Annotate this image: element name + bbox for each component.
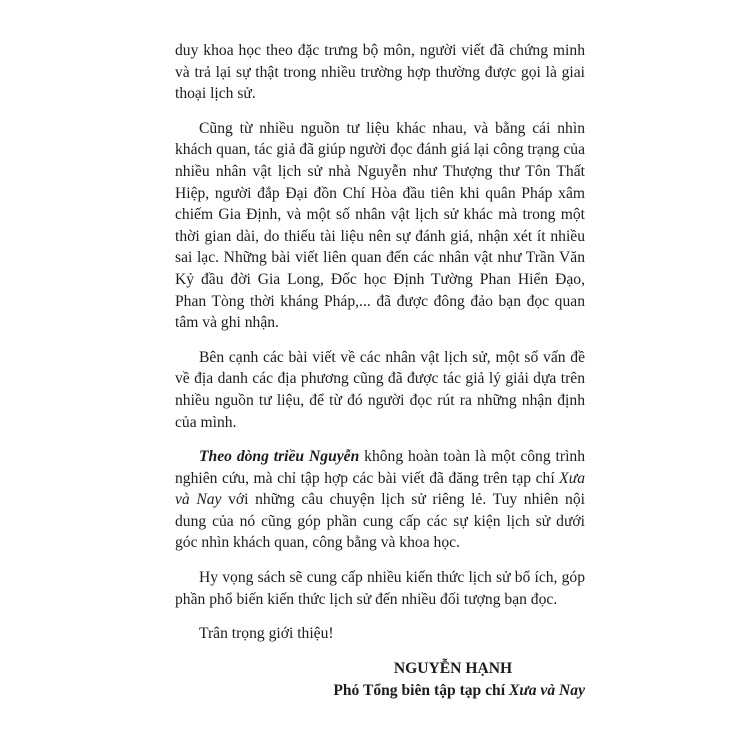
- book-title: Theo dòng triều Nguyễn: [199, 448, 360, 466]
- paragraph-4: [175, 446, 585, 554]
- paragraph-5: Hy vọng sách sẽ cung cấp nhiều kiến thức lịch sử bổ ích, góp phần phổ biến kiến thức lịch sử đến nhiều đối tượng bạn đọc.: [175, 569, 585, 608]
- paragraph-3: Bên cạnh các bài viết về các nhân vật lịch sử, một số vấn đề về địa danh các địa phương cũng đã được tác giả lý giải dựa trên nhiều nguồn tư liệu, để từ đó người đọc rút ra những nhận định của mình.: [175, 348, 585, 431]
- signature-block: [175, 658, 585, 702]
- paragraph-2: Cũng từ nhiều nguồn tư liệu khác nhau, và bằng cái nhìn khách quan, tác giả đã giúp người đọc đánh giá lại công trạng của nhiều nhân vật lịch sử nhà Nguyễn như Thượng thư Tôn Thất Hiệp, người đắp Đại đồn Chí Hòa đầu tiên khi quân Pháp xâm chiếm Gia Định, và một số nhân vật lịch sử khác mà trong một thời gian dài, do thiếu tài liệu nên sự đánh giá, nhận xét ít nhiều sai lạc. Những bài viết liên quan đến các nhân vật như Trần Văn Kỷ đầu đời Gia Long, Đốc học Định Tường Phan Hiển Đạo, Phan Tòng thời kháng Pháp,... đã được đông đảo bạn đọc quan tâm và ghi nhận.: [175, 119, 585, 332]
- paragraph-4-text-a: không hoàn toàn là một công trình nghiên cứu, mà chỉ tập hợp các bài viết đã đăng trên tạp chí: [175, 448, 585, 487]
- author-title: [175, 680, 585, 702]
- body-text: [175, 40, 585, 702]
- magazine-name: Xưa và Nay: [175, 469, 585, 509]
- author-title-prefix: Phó Tổng biên tập tạp chí: [333, 681, 509, 699]
- paragraph-1: duy khoa học theo đặc trưng bộ môn, người viết đã chứng minh và trả lại sự thật trong nhiều trường hợp thường được gọi là giai thoại lịch sử.: [175, 42, 585, 103]
- paragraph-4-text-b: với những câu chuyện lịch sử riêng lẻ. Tuy nhiên nội dung của nó cũng góp phần cung cấp các sự kiện lịch sử dưới góc nhìn khách quan, công bằng và khoa học.: [175, 491, 585, 552]
- author-title-magazine: Xưa và Nay: [508, 681, 585, 699]
- paragraph-6: Trân trọng giới thiệu!: [199, 625, 334, 643]
- author-name: NGUYỄN HẠNH: [393, 659, 513, 677]
